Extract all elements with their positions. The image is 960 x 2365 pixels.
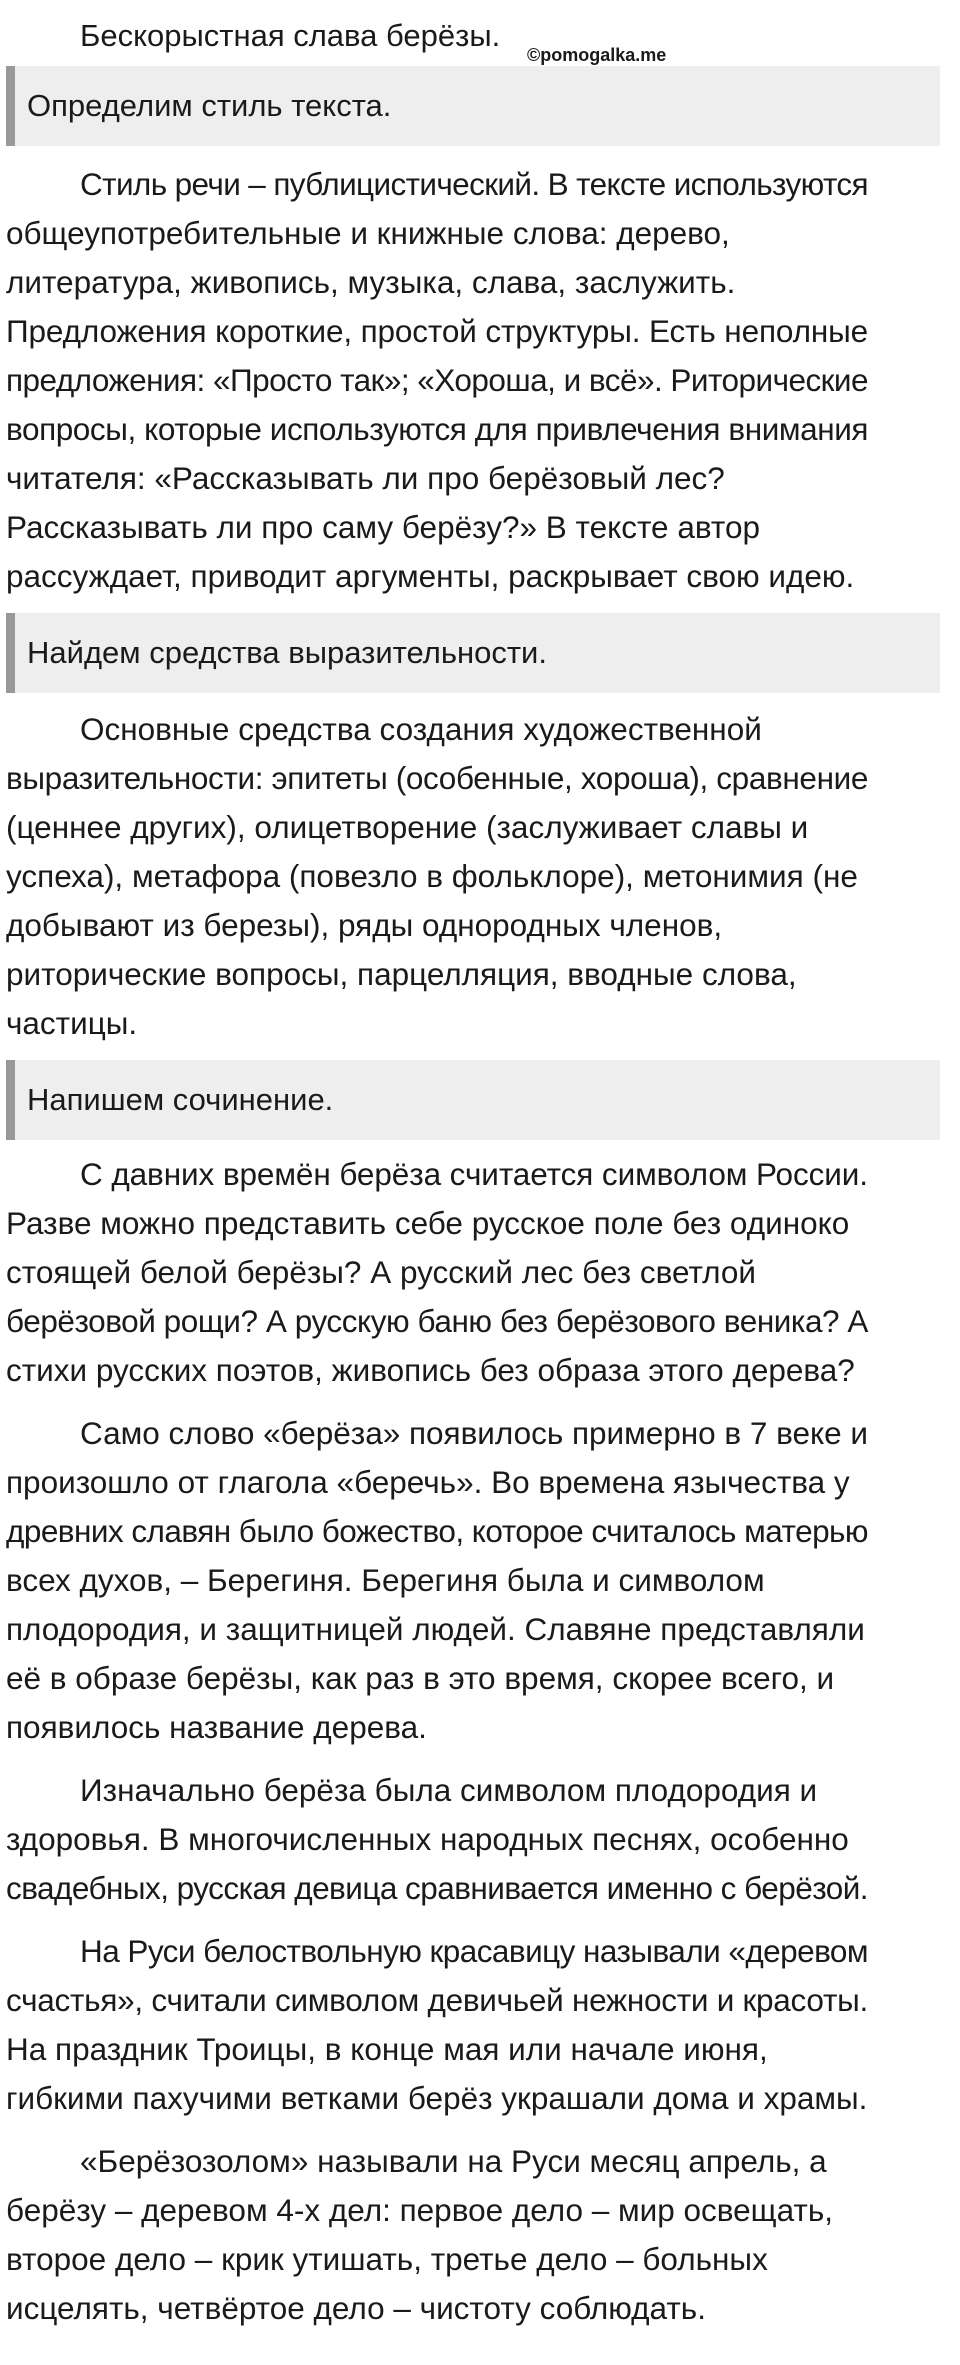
text-line: появилось название дерева. (6, 1709, 427, 1745)
text-line: здоровья. В многочисленных народных песнях, особенно (6, 1821, 849, 1857)
text-line: литература, живопись, музыка, слава, заслужить. (6, 264, 736, 300)
watermark: ©pomogalka.me (527, 45, 667, 65)
text-line: второе дело – крик утишать, третье дело – больных (6, 2241, 768, 2277)
section-heading-means (6, 613, 940, 693)
text-line: древних славян было божество, которое считалось матерью (6, 1513, 869, 1549)
paragraph-style-analysis (0, 160, 960, 601)
essay-paragraph-5 (0, 2137, 960, 2333)
text-line: Стиль речи – публицистический. В тексте используются (80, 166, 868, 202)
text-line: Разве можно представить себе русское поле без одиноко (6, 1205, 850, 1241)
text-line: Изначально берёза была символом плодородия и (80, 1772, 818, 1808)
text-line: всех духов, – Берегиня. Берегиня была и символом (6, 1562, 765, 1598)
text-line: добывают из березы), ряды однородных членов, (6, 907, 723, 943)
text-line: плодородия, и защитницей людей. Славяне представляли (6, 1611, 865, 1647)
essay-paragraph-2 (0, 1409, 960, 1752)
paragraph-expressive-means (0, 705, 960, 1048)
text-line: предложения: «Просто так»; «Хороша, и всё». Риторические (6, 362, 868, 398)
text-line: стоящей белой берёзы? А русский лес без светлой (6, 1254, 757, 1290)
text-line: счастья», считали символом девичьей нежности и красоты. (6, 1982, 868, 2018)
section-heading-essay (6, 1060, 940, 1140)
text-line: успеха), метафора (повезло в фольклоре), метонимия (не (6, 858, 858, 894)
essay-paragraph-3 (0, 1766, 960, 1913)
text-line: рассуждает, приводит аргументы, раскрывает свою идею. (6, 558, 855, 594)
section-heading-label: Напишем сочинение. (27, 1082, 334, 1117)
title-line (0, 0, 960, 66)
text-line: Основные средства создания художественной (80, 711, 762, 747)
text-line: частицы. (6, 1005, 138, 1041)
section-heading-label: Определим стиль текста. (27, 88, 392, 123)
text-line: На праздник Троицы, в конце мая или начале июня, (6, 2031, 768, 2067)
text-line: (ценнее других), олицетворение (заслуживает славы и (6, 809, 809, 845)
text-line: «Берёзозолом» называли на Руси месяц апрель, а (80, 2143, 827, 2179)
text-line: Само слово «берёза» появилось примерно в 7 веке и (80, 1415, 868, 1451)
essay-paragraph-4 (0, 1927, 960, 2123)
text-line: вопросы, которые используются для привлечения внимания (6, 411, 869, 447)
text-line: Предложения короткие, простой структуры. Есть неполные (6, 313, 868, 349)
text-title: Бескорыстная слава берёзы. (80, 18, 501, 53)
text-line: исцелять, четвёртое дело – чистоту соблюдать. (6, 2290, 706, 2326)
text-line: Рассказывать ли про саму берёзу?» В тексте автор (6, 509, 760, 545)
text-line: общеупотребительные и книжные слова: дерево, (6, 215, 730, 251)
text-line: её в образе берёзы, как раз в это время, скорее всего, и (6, 1660, 835, 1696)
text-line: На Руси белоствольную красавицу называли «деревом (80, 1933, 868, 1969)
section-heading-label: Найдем средства выразительности. (27, 635, 547, 670)
text-line: свадебных, русская девица сравнивается именно с берёзой. (6, 1870, 869, 1906)
text-line: гибкими пахучими ветками берёз украшали дома и храмы. (6, 2080, 868, 2116)
text-line: стихи русских поэтов, живопись без образа этого дерева? (6, 1352, 855, 1388)
essay-paragraph-1 (0, 1150, 960, 1395)
text-line: берёзу – деревом 4-х дел: первое дело – мир освещать, (6, 2192, 834, 2228)
text-line: берёзовой рощи? А русскую баню без берёзового веника? А (6, 1303, 868, 1339)
text-line: выразительности: эпитеты (особенные, хороша), сравнение (6, 760, 869, 796)
text-line: С давних времён берёза считается символом России. (80, 1156, 868, 1192)
text-line: читателя: «Рассказывать ли про берёзовый лес? (6, 460, 725, 496)
text-line: произошло от глагола «беречь». Во времена язычества у (6, 1464, 850, 1500)
section-heading-style (6, 66, 940, 146)
text-line: риторические вопросы, парцелляция, вводные слова, (6, 956, 797, 992)
